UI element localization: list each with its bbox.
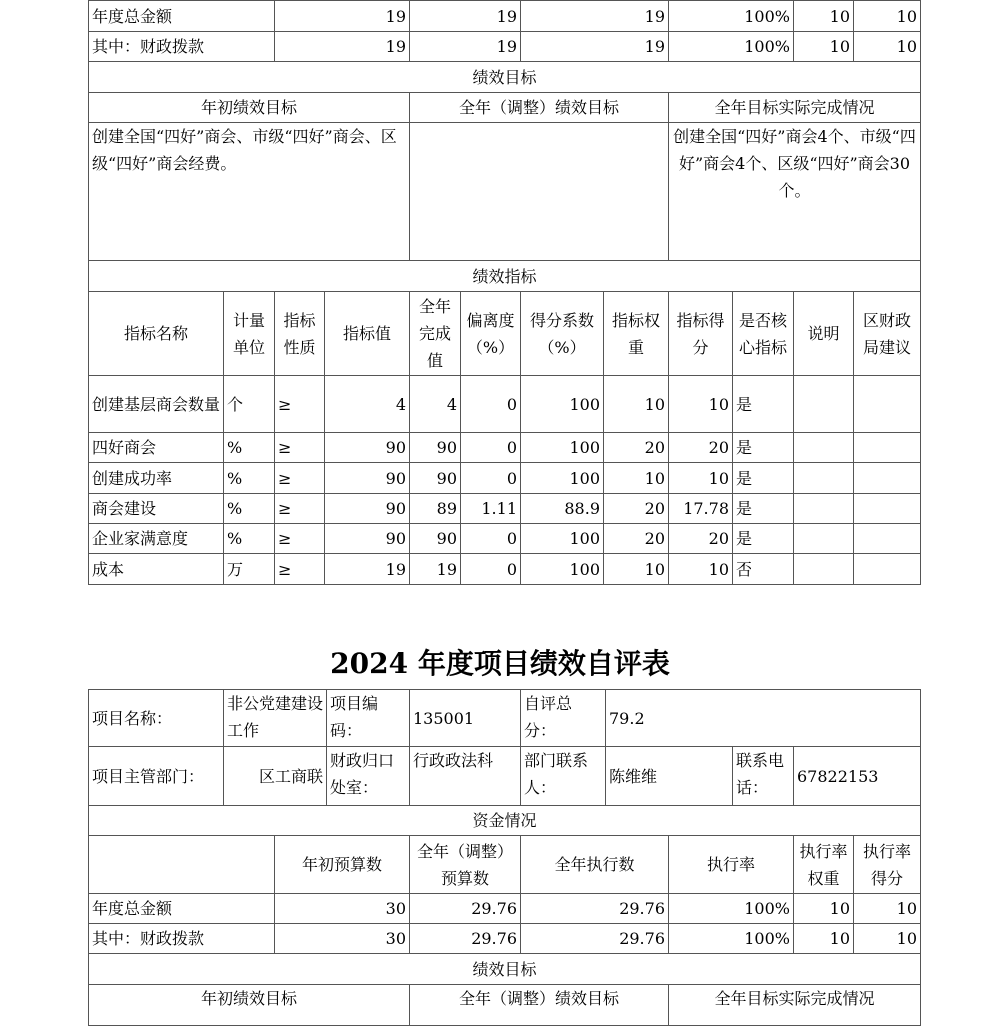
finance-office-text: 行政政法科 bbox=[413, 751, 494, 770]
indicator-cell bbox=[223, 462, 275, 494]
funding-cell-score bbox=[853, 893, 921, 924]
dept-label bbox=[88, 746, 224, 806]
indicator-cell-text: 100 bbox=[569, 559, 600, 579]
section-title-funding-text: 资金情况 bbox=[472, 811, 537, 830]
indicator-cell bbox=[668, 375, 733, 433]
funding-header bbox=[88, 835, 275, 894]
funding-header-text: 执行率得分 bbox=[862, 841, 911, 888]
indicator-cell bbox=[520, 375, 604, 433]
indicator-cell bbox=[460, 523, 521, 554]
funding-cell-rate-text: 100% bbox=[744, 929, 790, 948]
indicator-header-text: 指标名称 bbox=[123, 324, 188, 343]
funding-cell-weight bbox=[793, 923, 854, 954]
funding-row-label-text: 年度总金额 bbox=[92, 899, 173, 918]
project-code-label-text: 项目编码： bbox=[330, 694, 379, 740]
indicator-cell bbox=[88, 523, 224, 554]
goal-initial bbox=[88, 122, 410, 261]
indicator-cell-text: 90 bbox=[436, 529, 457, 548]
indicator-cell bbox=[520, 462, 604, 494]
indicator-cell bbox=[274, 493, 325, 524]
indicator-cell-text: 是 bbox=[736, 394, 753, 414]
goals-header-text: 年初绩效目标 bbox=[200, 98, 297, 117]
indicator-cell bbox=[223, 553, 275, 585]
finance-office-label-text: 财政归口处室： bbox=[330, 751, 395, 797]
contact-text: 陈维维 bbox=[609, 766, 658, 786]
indicator-cell-text: ≥ bbox=[278, 394, 292, 414]
indicator-cell-text: 10 bbox=[644, 468, 665, 488]
indicator-header-text: 偏离度（%） bbox=[466, 310, 515, 357]
indicator-cell-text: ≥ bbox=[278, 468, 292, 488]
indicator-cell-text: 20 bbox=[644, 499, 665, 518]
funding-cell-score-text: 10 bbox=[896, 929, 917, 948]
indicator-cell bbox=[668, 462, 733, 494]
indicator-cell bbox=[274, 375, 325, 433]
goals-header bbox=[88, 92, 410, 123]
indicator-cell bbox=[324, 493, 410, 524]
dept-text: 区工商联 bbox=[258, 766, 323, 786]
funding-cell-initial-text: 30 bbox=[385, 929, 406, 948]
project-code-text: 135001 bbox=[413, 708, 475, 728]
project-name-text: 非公党建建设工作 bbox=[227, 694, 324, 740]
funding-row-label-text: 年度总金额 bbox=[92, 6, 173, 26]
goals-header-text: 全年（调整）绩效目标 bbox=[458, 98, 619, 117]
goal-adjusted bbox=[409, 122, 669, 261]
indicator-cell-text: 90 bbox=[385, 499, 406, 518]
indicator-cell bbox=[732, 553, 794, 585]
section-title-goals-text: 绩效目标 bbox=[472, 959, 537, 979]
indicator-cell bbox=[274, 523, 325, 554]
funding-row-label bbox=[88, 923, 275, 954]
funding-cell-score bbox=[853, 31, 921, 62]
funding-cell-executed bbox=[520, 923, 669, 954]
funding-cell-weight-text: 10 bbox=[829, 37, 850, 56]
funding-cell-weight-text: 10 bbox=[829, 899, 850, 918]
indicator-cell bbox=[732, 375, 794, 433]
dept bbox=[223, 746, 327, 806]
indicator-cell-text: % bbox=[227, 438, 243, 457]
indicator-cell-text: 是 bbox=[736, 468, 753, 488]
indicator-cell bbox=[793, 462, 854, 494]
indicator-cell bbox=[603, 462, 669, 494]
finance-office-label bbox=[326, 746, 410, 806]
project-code bbox=[409, 689, 521, 747]
funding-cell-executed bbox=[520, 893, 669, 924]
indicator-cell-text: 10 bbox=[644, 394, 665, 414]
section-title-goals bbox=[88, 61, 921, 93]
indicator-cell-text: ≥ bbox=[278, 438, 292, 457]
indicator-cell bbox=[460, 493, 521, 524]
indicator-cell bbox=[853, 523, 921, 554]
page-title: 2024 年度项目绩效自评表 bbox=[330, 647, 670, 680]
funding-cell-adjusted bbox=[409, 0, 521, 32]
indicator-header-text: 指标性质 bbox=[283, 310, 316, 357]
indicator-cell bbox=[324, 375, 410, 433]
funding-cell-executed-text: 29.76 bbox=[619, 899, 665, 918]
indicator-cell bbox=[853, 462, 921, 494]
funding-cell-weight bbox=[793, 0, 854, 32]
indicator-cell-text: % bbox=[227, 529, 243, 548]
funding-row-label bbox=[88, 31, 275, 62]
indicator-cell bbox=[732, 523, 794, 554]
indicator-cell-text: % bbox=[227, 468, 243, 488]
indicator-header bbox=[793, 291, 854, 376]
funding-cell-score-text: 10 bbox=[896, 899, 917, 918]
goals-header-text: 全年（调整）绩效目标 bbox=[458, 989, 619, 1008]
funding-header-text: 执行率权重 bbox=[799, 841, 848, 888]
self-score-label-text: 自评总分： bbox=[524, 694, 573, 740]
indicator-cell bbox=[460, 462, 521, 494]
indicator-cell bbox=[324, 523, 410, 554]
indicator-cell bbox=[793, 493, 854, 524]
indicator-cell-text: 0 bbox=[506, 529, 517, 548]
indicator-cell bbox=[409, 553, 461, 585]
funding-cell-adjusted-text: 19 bbox=[496, 37, 517, 56]
indicator-cell bbox=[324, 553, 410, 585]
indicator-cell-text: 17.78 bbox=[683, 499, 729, 518]
indicator-cell bbox=[460, 432, 521, 463]
indicator-header-text: 指标得分 bbox=[676, 310, 725, 357]
funding-cell-initial-text: 19 bbox=[385, 37, 406, 56]
indicator-cell bbox=[88, 432, 224, 463]
indicator-cell bbox=[460, 553, 521, 585]
indicator-cell bbox=[324, 432, 410, 463]
indicator-cell bbox=[520, 432, 604, 463]
indicator-cell bbox=[274, 432, 325, 463]
indicator-cell bbox=[732, 432, 794, 463]
indicator-header bbox=[603, 291, 669, 376]
indicator-cell-text: ≥ bbox=[278, 529, 292, 548]
funding-header-text: 全年执行数 bbox=[554, 855, 635, 874]
funding-cell-rate-text: 100% bbox=[744, 6, 790, 26]
funding-cell-score-text: 10 bbox=[896, 37, 917, 56]
indicator-cell bbox=[409, 523, 461, 554]
funding-cell-initial bbox=[274, 923, 410, 954]
phone-label-text: 联系电话： bbox=[736, 751, 785, 797]
indicator-cell-text: 是 bbox=[736, 438, 753, 457]
indicator-cell bbox=[668, 553, 733, 585]
indicator-header-text: 说明 bbox=[807, 324, 840, 343]
indicator-cell bbox=[88, 375, 224, 433]
indicator-cell-text: 企业家满意度 bbox=[92, 529, 189, 548]
section-title-indicators bbox=[88, 260, 921, 292]
indicator-cell bbox=[668, 493, 733, 524]
indicator-cell bbox=[603, 523, 669, 554]
funding-cell-weight bbox=[793, 893, 854, 924]
indicator-header-text: 全年完成值 bbox=[418, 297, 451, 370]
indicator-cell bbox=[409, 493, 461, 524]
indicator-cell bbox=[223, 523, 275, 554]
indicator-cell-text: 0 bbox=[506, 559, 517, 579]
indicator-cell-text: 90 bbox=[436, 468, 457, 488]
indicator-cell bbox=[520, 493, 604, 524]
phone-text: 67822153 bbox=[797, 766, 879, 786]
funding-cell-score bbox=[853, 0, 921, 32]
funding-cell-initial-text: 30 bbox=[385, 899, 406, 918]
indicator-cell-text: 100 bbox=[569, 468, 600, 488]
funding-cell-initial-text: 19 bbox=[385, 6, 406, 26]
indicator-header bbox=[853, 291, 921, 376]
funding-cell-executed-text: 19 bbox=[644, 6, 665, 26]
indicator-cell bbox=[668, 523, 733, 554]
goals-header bbox=[668, 984, 921, 1026]
funding-cell-score-text: 10 bbox=[896, 6, 917, 26]
indicator-cell-text: 4 bbox=[395, 394, 406, 414]
indicator-cell bbox=[603, 553, 669, 585]
funding-cell-executed bbox=[520, 0, 669, 32]
funding-cell-rate-text: 100% bbox=[744, 37, 790, 56]
indicator-header bbox=[520, 291, 604, 376]
indicator-header-text: 得分系数（%） bbox=[529, 310, 594, 357]
indicator-cell bbox=[324, 462, 410, 494]
indicator-cell-text: 创建成功率 bbox=[92, 468, 173, 488]
funding-cell-weight-text: 10 bbox=[829, 6, 850, 26]
funding-cell-adjusted bbox=[409, 893, 521, 924]
indicator-cell-text: 90 bbox=[385, 529, 406, 548]
indicator-cell-text: 19 bbox=[436, 559, 457, 579]
indicator-cell-text: 100 bbox=[569, 438, 600, 457]
indicator-cell-text: 0 bbox=[506, 468, 517, 488]
section-title-indicators-text: 绩效指标 bbox=[472, 266, 537, 286]
indicator-cell-text: 88.9 bbox=[564, 499, 600, 518]
funding-header-text: 执行率 bbox=[706, 855, 755, 874]
goal-initial-text: 创建全国“四好”商会、市级“四好”商会、区级“四好”商会经费。 bbox=[92, 127, 397, 173]
funding-header bbox=[668, 835, 794, 894]
funding-header bbox=[793, 835, 854, 894]
indicator-cell-text: 10 bbox=[644, 559, 665, 579]
goals-header-text: 年初绩效目标 bbox=[200, 989, 297, 1008]
indicator-cell bbox=[520, 553, 604, 585]
indicator-cell-text: 19 bbox=[385, 559, 406, 579]
indicator-cell bbox=[603, 432, 669, 463]
goal-actual bbox=[668, 122, 921, 261]
indicator-cell-text: 商会建设 bbox=[92, 499, 157, 518]
indicator-header bbox=[324, 291, 410, 376]
goals-header-text: 全年目标实际完成情况 bbox=[714, 98, 875, 117]
indicator-cell-text: 90 bbox=[385, 438, 406, 457]
indicator-cell-text: 0 bbox=[506, 394, 517, 414]
project-name-label-text: 项目名称： bbox=[92, 708, 173, 728]
indicator-cell bbox=[603, 375, 669, 433]
indicator-cell-text: 10 bbox=[708, 468, 729, 488]
indicator-cell-text: 0 bbox=[506, 438, 517, 457]
indicator-cell-text: 10 bbox=[708, 394, 729, 414]
funding-header bbox=[409, 835, 521, 894]
indicator-cell bbox=[853, 493, 921, 524]
indicator-cell-text: 创建基层商会数量 bbox=[92, 394, 221, 414]
contact bbox=[605, 746, 733, 806]
indicator-cell bbox=[409, 462, 461, 494]
indicator-header bbox=[88, 291, 224, 376]
funding-cell-rate bbox=[668, 923, 794, 954]
project-name bbox=[223, 689, 327, 747]
indicator-cell bbox=[88, 462, 224, 494]
funding-cell-initial bbox=[274, 31, 410, 62]
indicator-cell-text: 100 bbox=[569, 394, 600, 414]
indicator-cell bbox=[274, 462, 325, 494]
indicator-cell bbox=[460, 375, 521, 433]
funding-cell-adjusted-text: 19 bbox=[496, 6, 517, 26]
funding-cell-rate bbox=[668, 0, 794, 32]
funding-cell-rate-text: 100% bbox=[744, 899, 790, 918]
indicator-cell bbox=[520, 523, 604, 554]
dept-label-text: 项目主管部门： bbox=[92, 766, 205, 786]
indicator-cell bbox=[668, 432, 733, 463]
goals-header bbox=[88, 984, 410, 1026]
indicator-cell-text: 20 bbox=[708, 438, 729, 457]
funding-cell-adjusted-text: 29.76 bbox=[471, 899, 517, 918]
funding-row-label bbox=[88, 893, 275, 924]
funding-cell-weight-text: 10 bbox=[829, 929, 850, 948]
indicator-header bbox=[274, 291, 325, 376]
indicator-cell-text: 四好商会 bbox=[92, 438, 157, 457]
indicator-cell-text: 100 bbox=[569, 529, 600, 548]
indicator-cell bbox=[223, 493, 275, 524]
indicator-header bbox=[668, 291, 733, 376]
goals-header bbox=[668, 92, 921, 123]
indicator-cell bbox=[793, 553, 854, 585]
funding-cell-initial bbox=[274, 893, 410, 924]
funding-cell-adjusted bbox=[409, 31, 521, 62]
indicator-cell-text: 是 bbox=[736, 499, 753, 518]
indicator-cell-text: ≥ bbox=[278, 559, 292, 579]
indicator-cell bbox=[223, 375, 275, 433]
goals-header bbox=[409, 92, 669, 123]
funding-cell-executed-text: 19 bbox=[644, 37, 665, 56]
indicator-header bbox=[460, 291, 521, 376]
funding-header bbox=[853, 835, 921, 894]
indicator-cell-text: 20 bbox=[708, 529, 729, 548]
goals-header-text: 全年目标实际完成情况 bbox=[714, 989, 875, 1008]
funding-row-label-text: 其中：财政拨款 bbox=[92, 929, 205, 948]
indicator-cell-text: 89 bbox=[436, 499, 457, 518]
funding-header-text: 全年（调整）预算数 bbox=[416, 841, 513, 888]
funding-row-label-text: 其中：财政拨款 bbox=[92, 37, 205, 56]
funding-header-text: 年初预算数 bbox=[301, 855, 382, 874]
indicator-cell bbox=[409, 432, 461, 463]
funding-cell-score bbox=[853, 923, 921, 954]
funding-row-label bbox=[88, 0, 275, 32]
indicator-cell bbox=[274, 553, 325, 585]
funding-cell-adjusted-text: 29.76 bbox=[471, 929, 517, 948]
indicator-cell-text: 否 bbox=[736, 559, 753, 579]
indicator-cell bbox=[732, 462, 794, 494]
indicator-cell-text: 4 bbox=[446, 394, 457, 414]
indicator-cell bbox=[853, 375, 921, 433]
indicator-cell bbox=[409, 375, 461, 433]
indicator-cell-text: ≥ bbox=[278, 499, 292, 518]
contact-label-text: 部门联系人： bbox=[524, 751, 589, 797]
indicator-header bbox=[223, 291, 275, 376]
funding-header bbox=[274, 835, 410, 894]
indicator-cell bbox=[88, 493, 224, 524]
funding-cell-executed-text: 29.76 bbox=[619, 929, 665, 948]
phone-label bbox=[732, 746, 794, 806]
indicator-cell bbox=[853, 553, 921, 585]
indicator-cell-text: 万 bbox=[227, 559, 244, 579]
indicator-cell bbox=[853, 432, 921, 463]
indicator-cell-text: 成本 bbox=[92, 559, 125, 579]
funding-cell-weight bbox=[793, 31, 854, 62]
indicator-cell bbox=[793, 432, 854, 463]
self-score-label bbox=[520, 689, 606, 747]
funding-cell-adjusted bbox=[409, 923, 521, 954]
section-title-funding bbox=[88, 805, 921, 836]
indicator-header bbox=[409, 291, 461, 376]
indicator-header bbox=[732, 291, 794, 376]
self-score-text: 79.2 bbox=[609, 708, 645, 728]
indicator-cell-text: % bbox=[227, 499, 243, 518]
indicator-header-text: 指标权重 bbox=[611, 310, 660, 357]
finance-office bbox=[409, 746, 521, 806]
indicator-cell bbox=[223, 432, 275, 463]
self-score bbox=[605, 689, 921, 747]
indicator-cell bbox=[603, 493, 669, 524]
indicator-header-text: 指标值 bbox=[342, 324, 391, 343]
phone bbox=[793, 746, 921, 806]
indicator-cell-text: 20 bbox=[644, 529, 665, 548]
indicator-header-text: 计量单位 bbox=[232, 310, 265, 357]
indicator-cell-text: 90 bbox=[385, 468, 406, 488]
funding-cell-rate bbox=[668, 31, 794, 62]
funding-cell-executed bbox=[520, 31, 669, 62]
indicator-header-text: 区财政局建议 bbox=[862, 310, 911, 357]
contact-label bbox=[520, 746, 606, 806]
indicator-cell-text: 是 bbox=[736, 529, 753, 548]
indicator-cell-text: 20 bbox=[644, 438, 665, 457]
indicator-cell bbox=[88, 553, 224, 585]
project-code-label bbox=[326, 689, 410, 747]
funding-cell-initial bbox=[274, 0, 410, 32]
indicator-cell bbox=[793, 523, 854, 554]
section-title-goals-text: 绩效目标 bbox=[472, 67, 537, 87]
indicator-cell-text: 90 bbox=[436, 438, 457, 457]
goals-header bbox=[409, 984, 669, 1026]
funding-cell-rate bbox=[668, 893, 794, 924]
goal-actual-text: 创建全国“四好”商会4个、市级“四好”商会4个、区级“四好”商会30个。 bbox=[673, 127, 916, 200]
project-name-label bbox=[88, 689, 224, 747]
indicator-cell-text: 1.11 bbox=[481, 499, 517, 518]
section-title-goals bbox=[88, 953, 921, 985]
indicator-cell bbox=[732, 493, 794, 524]
indicator-header-text: 是否核心指标 bbox=[738, 310, 787, 357]
indicator-cell-text: 个 bbox=[227, 394, 244, 414]
funding-header bbox=[520, 835, 669, 894]
indicator-cell-text: 10 bbox=[708, 559, 729, 579]
indicator-cell bbox=[793, 375, 854, 433]
